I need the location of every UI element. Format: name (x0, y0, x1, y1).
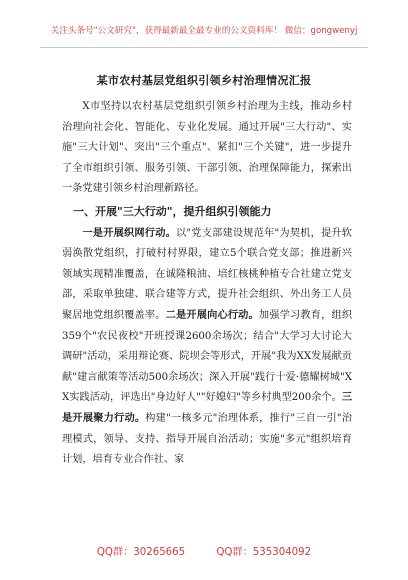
footer (0, 543, 408, 558)
intro-paragraph: X市坚持以农村基层党组织引领乡村治理为主线，推动乡村治理向社会化、智能化、专业化发展。通过开展"三大行动"、实施"三大计划"、突出"三个重点"、紧扣"三个关键"，进一步提升了全市组织引领、服务引领、干部引领、治理保障能力，探索出一条党建引领乡村治理新路径。 (62, 101, 352, 195)
document-body (62, 97, 352, 471)
section-heading-1: 一、开展"三大行动"，提升组织引领能力 (73, 204, 272, 218)
lead-phrase-1: 一是开展织网行动。 (82, 227, 176, 239)
header-banner: 关注头条号"公文研究"，获得最新最全最专业的公文资料库！ 微信：gongwenyj (50, 26, 358, 36)
lead-phrase-2: 二是开展向心行动。 (165, 309, 259, 321)
lead-phrase-3: 三是开展聚力行动。 (62, 392, 352, 424)
footer-qq-group-1: QQ群：30265665 (96, 547, 186, 558)
header-divider (40, 47, 368, 48)
document-title: 某市农村基层党组织引领乡村治理情况汇报 (96, 74, 312, 87)
body-text-3: 构建"一核多元"治理体系，推行"三自一引"治理模式，领导、支持、指导开展自治活动；实施"多元"组织培育计划，培育专业合作社、家 (62, 412, 352, 466)
body-text-1: 以"党支部建设规范年"为契机，提升软弱涣散党组织，打破村村界限，建立5个联合党支部；推进新兴领域实现精准覆盖，在诚隆粮油、培红核桃种植专合社建立党支部，采取单独建、联合建等方式，提升社会组织、外出务工人员聚居地党组织覆盖率。 (62, 227, 352, 321)
footer-qq-group-2: QQ群：535304092 (216, 547, 312, 558)
body-paragraph (62, 224, 352, 471)
body-text-2: 加强学习教育，组织359个"农民夜校"开班授课2600余场次；结合"大学习大讨论大调研"活动，采用辩论赛、院坝会等形式，开展"我为XX发展献贡献"建言献策等活动500余场次；深入开展"践行十爱·德耀树城"XX实践活动，评选出"身边好人""好媳妇"等乡村典型200余个。 (62, 309, 353, 404)
